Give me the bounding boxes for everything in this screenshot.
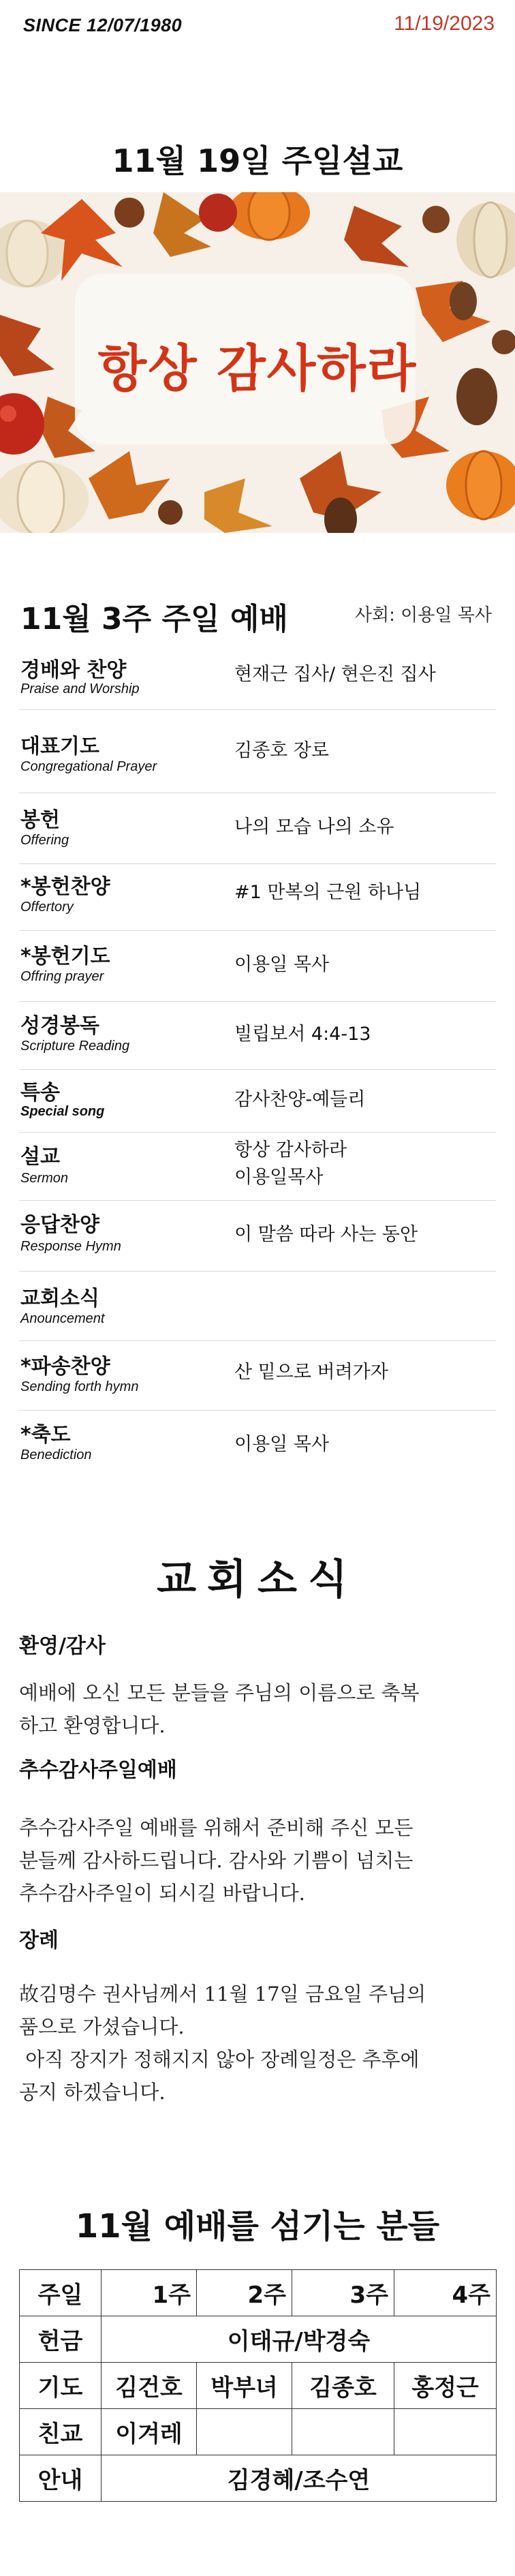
row-value-second-line: 이용일목사	[234, 1167, 324, 1188]
order-row	[19, 1002, 496, 1070]
sermon-heading: 11월 19일 주일설교	[112, 142, 403, 179]
banner-text: 항상 감사하라	[97, 339, 418, 398]
row-korean: 대표기도	[20, 735, 99, 758]
row-english: Offring prayer	[20, 969, 104, 984]
news-heading: 장례	[19, 1929, 59, 1952]
table-cell: 2주	[197, 2270, 292, 2316]
row-korean: 특송	[20, 1081, 60, 1105]
news-item-welcome	[19, 1629, 496, 1742]
table-cell	[197, 2409, 292, 2455]
row-english: Congregational Prayer	[20, 759, 157, 774]
row-korean: *파송찬양	[20, 1355, 110, 1379]
order-row	[19, 1411, 496, 1479]
row-english: Offertory	[20, 900, 74, 915]
since-label: SINCE 12/07/1980	[23, 15, 183, 35]
table-row-offering	[20, 2316, 497, 2363]
officiant-label: 사회: 이용일 목사	[354, 605, 492, 626]
table-cell: 이겨레	[102, 2409, 197, 2455]
sermon-banner	[0, 192, 515, 533]
order-title: 11월 3주 주일 예배	[20, 602, 288, 637]
order-row	[19, 793, 496, 864]
top-bar	[0, 0, 515, 55]
church-news-heading: 교회소식	[157, 1556, 358, 1604]
order-of-worship-header	[0, 586, 515, 641]
news-line: 공지 하겠습니다.	[19, 2081, 166, 2104]
order-row	[19, 931, 496, 1002]
news-line: 품으로 가셨습니다.	[19, 2015, 185, 2038]
row-english: Special song	[20, 1104, 105, 1119]
news-line: 하고 환영합니다.	[19, 1714, 166, 1737]
row-english: Response Hymn	[20, 1239, 121, 1254]
order-row	[19, 1201, 496, 1272]
table-cell: 안내	[20, 2455, 102, 2502]
row-value: 김종호 장로	[234, 740, 329, 761]
news-line: 분들께 감사하드립니다. 감사와 기쁨이 넘치는	[19, 1849, 413, 1872]
row-value: 이 말씀 따라 사는 동안	[234, 1224, 418, 1245]
order-of-worship-list	[19, 641, 496, 1479]
row-english: Scripture Reading	[20, 1039, 130, 1054]
table-cell: 주일	[20, 2270, 102, 2316]
table-cell: 4주	[394, 2270, 497, 2316]
news-line: 추수감사주일이 되시길 바랍니다.	[19, 1882, 305, 1905]
row-value: 항상 감사하라	[234, 1139, 347, 1161]
row-korean: *봉헌찬양	[20, 875, 110, 899]
table-cell	[292, 2409, 394, 2455]
table-cell: 김경혜/조수연	[102, 2455, 497, 2502]
table-cell: 김건호	[102, 2363, 197, 2409]
order-row	[19, 1341, 496, 1411]
row-korean: 경배와 찬양	[20, 658, 127, 682]
row-value: #1 만복의 근원 하나님	[234, 882, 422, 903]
news-line: 아직 장지가 정해지지 않아 장례일정은 추후에	[19, 2048, 420, 2071]
table-row-fellowship	[20, 2409, 497, 2455]
order-row	[19, 1070, 496, 1133]
table-cell: 박부녀	[197, 2363, 292, 2409]
news-line: 故김명수 권사님께서 11월 17일 금요일 주님의	[19, 1982, 426, 2006]
bulletin-date: 11/19/2023	[394, 12, 495, 35]
table-cell: 기도	[20, 2363, 102, 2409]
row-value: 현재근 집사/ 현은진 집사	[234, 664, 436, 685]
table-header-row	[20, 2270, 497, 2316]
table-cell	[394, 2409, 497, 2455]
order-row	[19, 1272, 496, 1341]
news-item-thanksgiving	[19, 1753, 496, 1910]
table-cell: 김종호	[292, 2363, 394, 2409]
row-korean: *봉헌기도	[20, 945, 110, 968]
order-row	[19, 864, 496, 931]
row-korean: 교회소식	[20, 1287, 99, 1310]
order-row	[19, 641, 496, 710]
row-value: 이용일 목사	[234, 1434, 329, 1455]
row-value: 감사찬양-예들리	[234, 1089, 366, 1110]
table-cell: 3주	[292, 2270, 394, 2316]
row-value: 빌립보서 4:4-13	[234, 1024, 371, 1045]
row-english: Sending forth hymn	[20, 1379, 139, 1394]
table-row-prayer	[20, 2363, 497, 2409]
servers-heading: 11월 예배를 섬기는 분들	[75, 2207, 440, 2245]
row-english: Offering	[20, 833, 69, 848]
table-cell: 친교	[20, 2409, 102, 2455]
row-korean: 봉헌	[20, 808, 60, 832]
table-cell: 헌금	[20, 2316, 102, 2363]
row-english: Praise and Worship	[20, 681, 140, 696]
row-korean: 성경봉독	[20, 1014, 99, 1038]
row-english: Sermon	[20, 1171, 69, 1186]
table-cell: 1주	[102, 2270, 197, 2316]
row-english: Benediction	[20, 1447, 92, 1462]
row-value: 이용일 목사	[234, 954, 329, 975]
news-heading: 추수감사주일예배	[19, 1758, 177, 1782]
row-korean: *축도	[20, 1423, 71, 1447]
row-english: Anouncement	[20, 1311, 105, 1326]
news-heading: 환영/감사	[19, 1634, 106, 1658]
order-row	[19, 710, 496, 793]
servers-table	[19, 2269, 497, 2502]
table-cell: 이태규/박경숙	[102, 2316, 497, 2363]
row-value: 산 밑으로 버려가자	[234, 1362, 388, 1383]
row-value: 나의 모습 나의 소유	[234, 816, 394, 838]
order-row	[19, 1133, 496, 1201]
table-cell: 홍정근	[394, 2363, 497, 2409]
news-line: 추수감사주일 예배를 위해서 준비해 주신 모든	[19, 1816, 413, 1839]
news-line: 예배에 오신 모든 분들을 주님의 이름으로 축복	[19, 1681, 420, 1704]
row-korean: 설교	[20, 1145, 60, 1169]
table-row-usher	[20, 2455, 497, 2502]
row-korean: 응답찬양	[20, 1213, 99, 1237]
news-item-funeral	[19, 1923, 496, 2109]
